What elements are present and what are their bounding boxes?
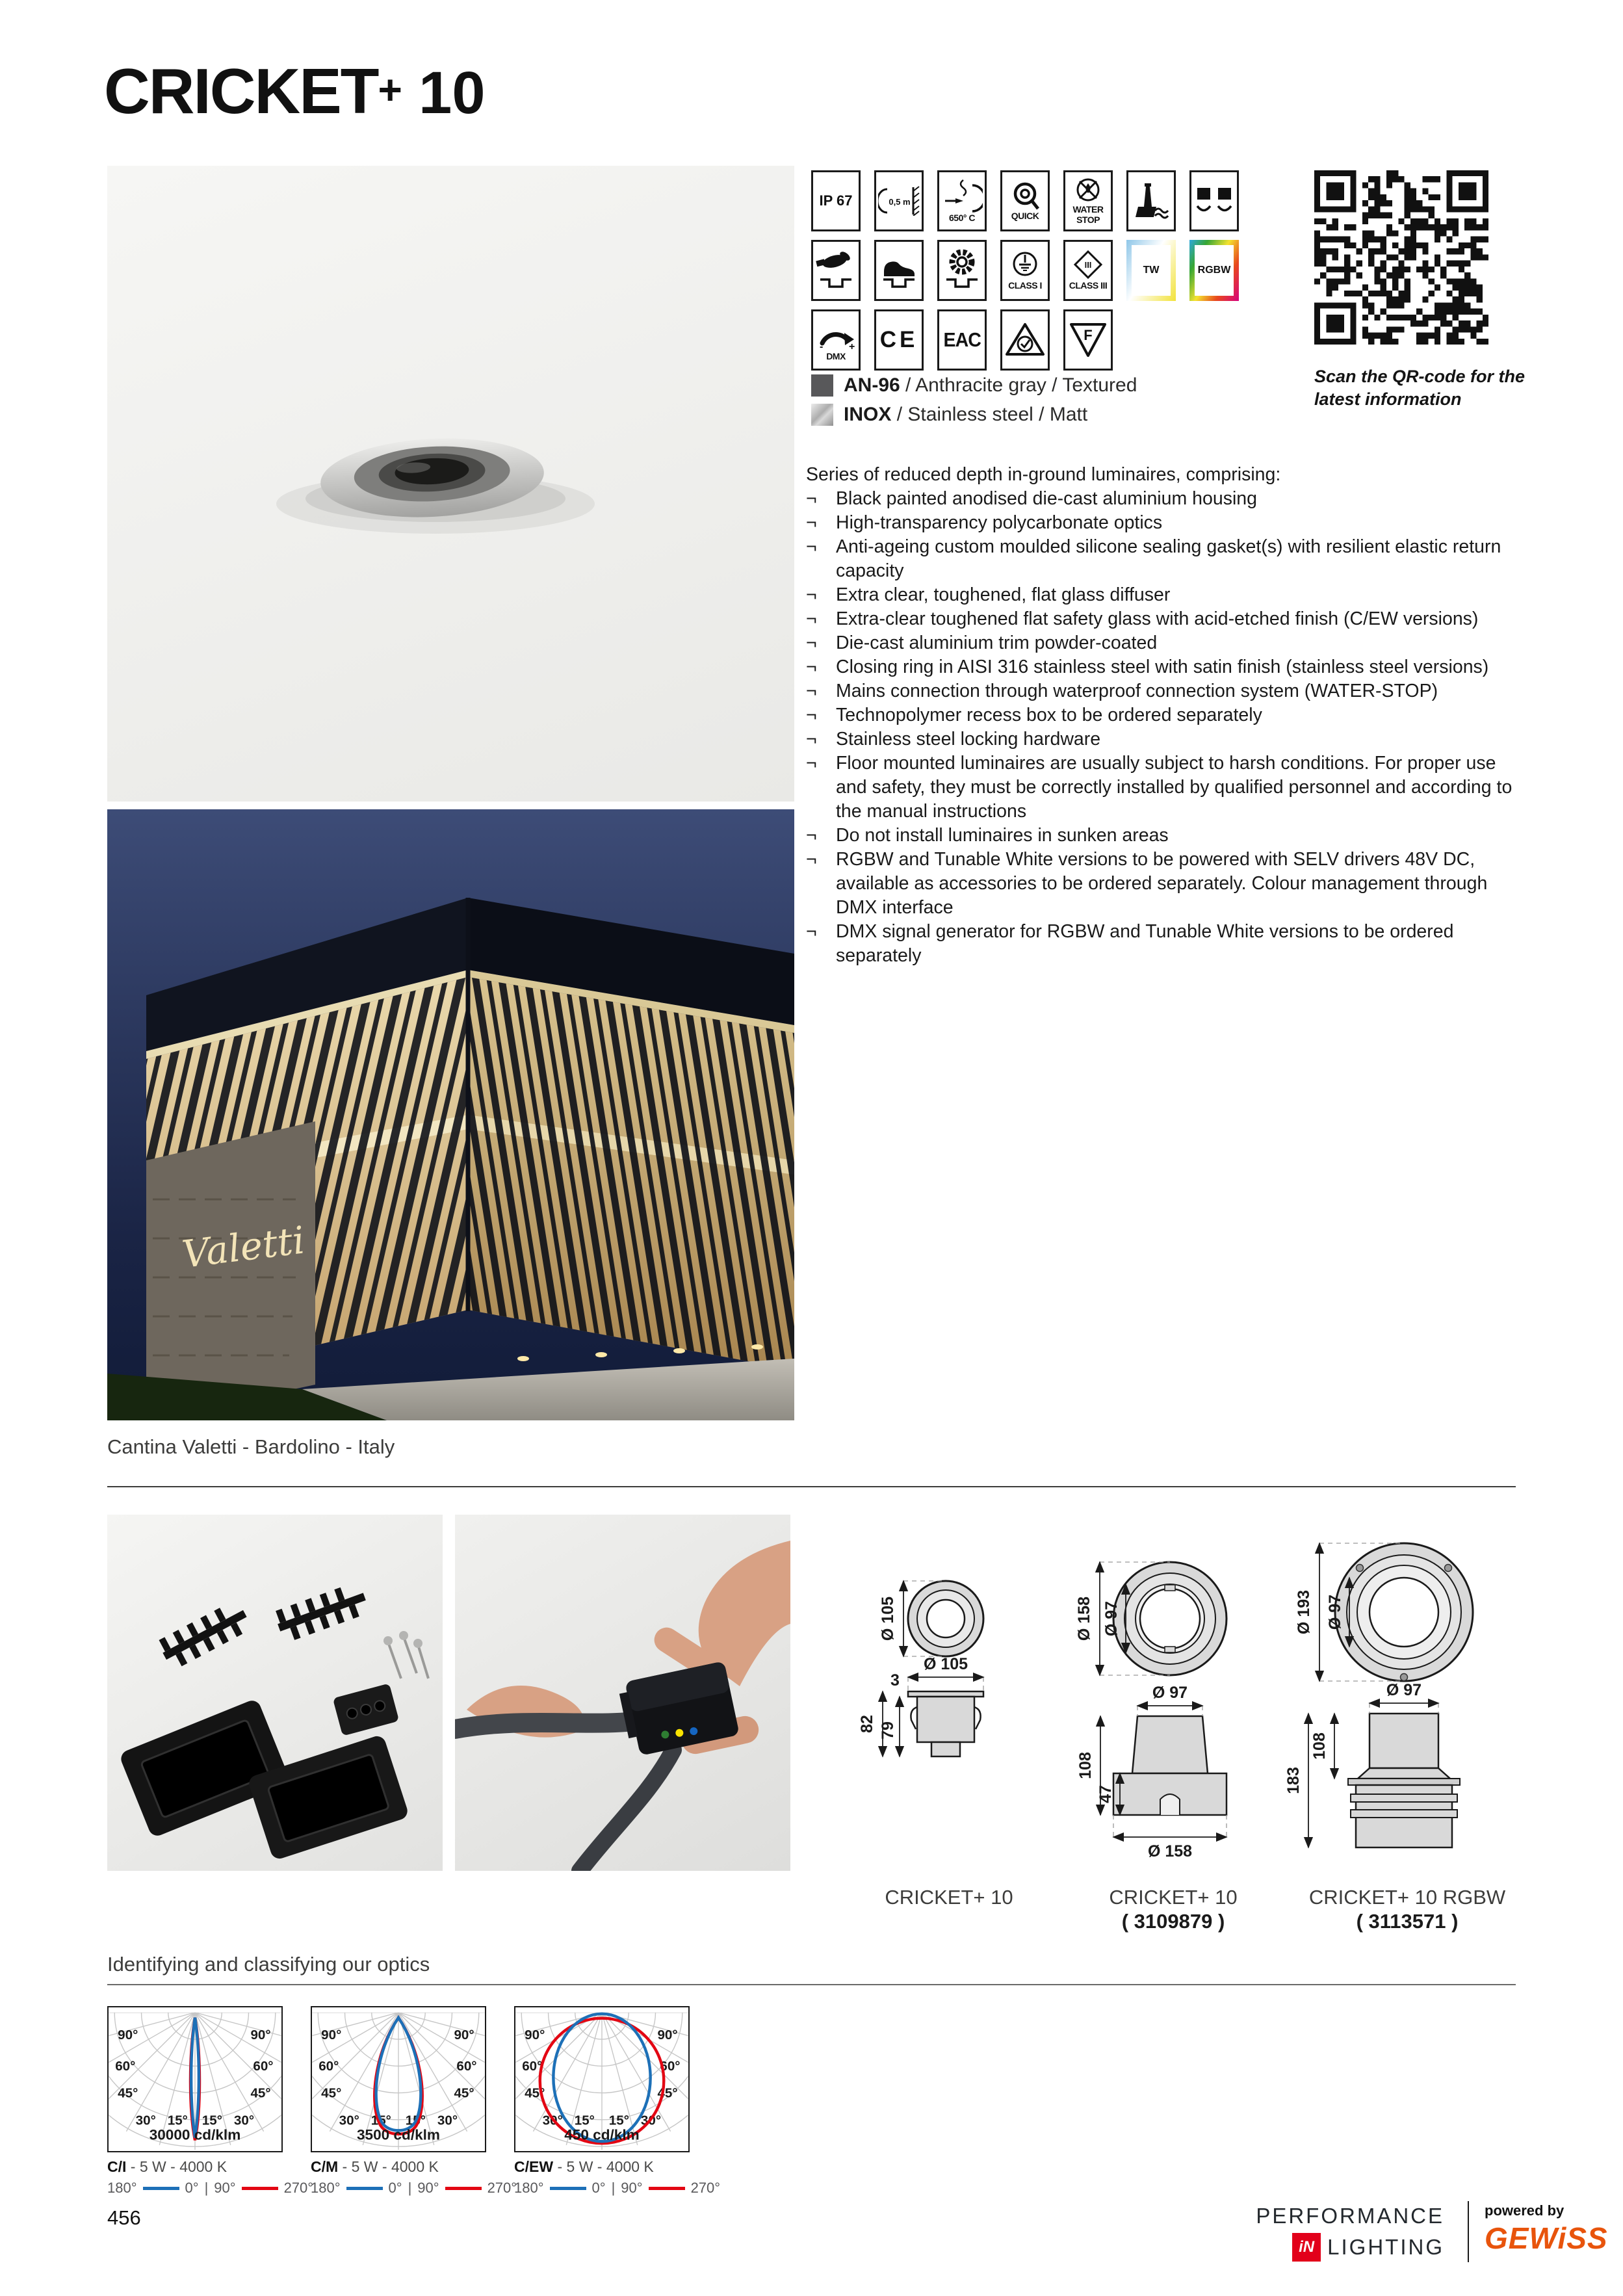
polar-diagram-cm	[311, 2006, 532, 2197]
variant-label-1: CRICKET+ 10	[885, 1886, 1013, 1909]
gewiss-logo: powered by GEWiSS	[1485, 2202, 1608, 2255]
svg-text:F: F	[1084, 327, 1093, 343]
svg-text:Ø 158: Ø 158	[1147, 1842, 1193, 1860]
feature-item: ¬ Stainless steel locking hardware	[806, 727, 1526, 751]
tunable-white-icon: TW	[1126, 240, 1176, 301]
svg-text:Ø 97: Ø 97	[1152, 1684, 1188, 1702]
ce-mark-icon: CE	[874, 309, 924, 371]
svg-text:+: +	[849, 341, 855, 351]
in-logo-box: iN	[1292, 2233, 1321, 2262]
rgbw-icon: RGBW	[1189, 240, 1239, 301]
bullet-marker: ¬	[806, 512, 817, 533]
svg-text:3500 cd/klm: 3500 cd/klm	[356, 2126, 441, 2143]
accessories-photo	[107, 1515, 443, 1871]
optics-divider	[107, 1984, 1516, 1985]
product-photo	[107, 166, 794, 802]
svg-text:-: -	[820, 341, 824, 351]
optics-heading: Identifying and classifying our optics	[107, 1953, 430, 1976]
svg-text:Ø 105: Ø 105	[879, 1596, 897, 1641]
qr-code	[1314, 170, 1488, 345]
building-night-image	[107, 809, 794, 1420]
dmx-dimming-icon: - + DMX	[811, 309, 861, 371]
color-swatch	[811, 404, 833, 426]
hand-pressure-icon	[811, 240, 861, 301]
feature-list	[806, 487, 1526, 968]
quick-connection-icon: QUICK	[1000, 170, 1050, 231]
svg-text:III: III	[1084, 260, 1092, 270]
qr-caption: Scan the QR-code for the latest information	[1314, 367, 1526, 409]
diagram-caption: C/I - 5 W - 4000 K	[107, 2158, 227, 2175]
glow-wire-icon: 650° C	[937, 170, 987, 231]
bullet-marker: ¬	[806, 849, 817, 870]
feature-item: ¬ Mains connection through waterproof connection system (WATER-STOP)	[806, 679, 1526, 703]
bullet-marker: ¬	[806, 921, 817, 942]
feature-item: ¬ Extra clear, toughened, flat glass diffuser	[806, 583, 1526, 607]
svg-text:3: 3	[890, 1671, 900, 1689]
feature-item: ¬ Black painted anodised die-cast aluminium housing	[806, 487, 1526, 511]
polar-diagram-cew	[514, 2006, 735, 2197]
svg-text:Ø 193: Ø 193	[1295, 1589, 1313, 1635]
min-distance-icon	[874, 170, 924, 231]
bullet-marker: ¬	[806, 584, 817, 605]
description-intro: Series of reduced depth in-ground luminaires, comprising:	[806, 464, 1281, 485]
waterstop-connector-image	[455, 1515, 790, 1871]
svg-text:79: 79	[879, 1721, 897, 1740]
reference-photo	[107, 809, 794, 1420]
class-i-icon: CLASS I	[1000, 240, 1050, 301]
svg-text:Ø 105: Ø 105	[923, 1655, 968, 1673]
bullet-marker: ¬	[806, 608, 817, 629]
diagram-legend: 180° 0° | 90° 270°	[514, 2180, 721, 2196]
certification-icon-grid	[811, 170, 1239, 371]
bullet-marker: ¬	[806, 753, 817, 774]
svg-text:Ø 158: Ø 158	[1075, 1596, 1093, 1641]
bullet-marker: ¬	[806, 488, 817, 509]
feature-item: ¬ Technopolymer recess box to be ordered separately	[806, 703, 1526, 727]
feature-item: ¬ Do not install luminaires in sunken areas	[806, 824, 1526, 848]
walkable-shoe-icon	[874, 240, 924, 301]
drive-over-tire-icon	[937, 240, 987, 301]
bullet-marker: ¬	[806, 729, 817, 750]
svg-text:183: 183	[1284, 1767, 1303, 1794]
svg-text:47: 47	[1097, 1785, 1115, 1803]
diagram-legend: 180° 0° | 90° 270°	[107, 2180, 314, 2196]
bullet-marker: ¬	[806, 705, 817, 725]
polar-diagram-ci	[107, 2006, 328, 2197]
bullet-marker: ¬	[806, 657, 817, 677]
feature-item: ¬ Floor mounted luminaires are usually subject to harsh conditions. For proper use and safety, they must be correctly installed by qualified personnel and according to the manual instructions	[806, 751, 1526, 824]
feature-item: ¬ RGBW and Tunable White versions to be powered with SELV drivers 48V DC, available as accessories to be ordered separately. Colour management through DMX interface	[806, 848, 1526, 920]
svg-text:Ø 97: Ø 97	[1386, 1681, 1422, 1699]
bullet-marker: ¬	[806, 536, 817, 557]
product-description	[806, 463, 1526, 968]
footer-divider	[1468, 2201, 1469, 2262]
coastal-areas-icon	[1126, 170, 1176, 231]
variant-label-2: CRICKET+ 10 ( 3109879 )	[1109, 1886, 1238, 1933]
f-mark-icon	[1063, 309, 1113, 371]
variant-label-3: CRICKET+ 10 RGBW ( 3113571 )	[1308, 1886, 1506, 1933]
dimension-drawings	[832, 1521, 1560, 1885]
svg-text:108: 108	[1076, 1752, 1095, 1779]
photo-caption: Cantina Valetti - Bardolino - Italy	[107, 1435, 395, 1458]
eac-mark-icon: EAC	[937, 309, 987, 371]
svg-text:0,5 m: 0,5 m	[889, 197, 911, 207]
ip67-icon: IP 67	[811, 170, 861, 231]
bullet-marker: ¬	[806, 633, 817, 653]
svg-text:Ø 97: Ø 97	[1102, 1600, 1121, 1637]
svg-text:82: 82	[858, 1715, 876, 1733]
svg-text:30000 cd/klm: 30000 cd/klm	[149, 2126, 241, 2143]
feature-item: ¬ Anti-ageing custom moulded silicone sealing gasket(s) with resilient elastic return capacity	[806, 535, 1526, 583]
page-number: 456	[107, 2206, 141, 2229]
feature-item: ¬ Extra-clear toughened flat safety glass with acid-etched finish (C/EW versions)	[806, 607, 1526, 631]
color-swatch	[811, 374, 833, 397]
diagram-caption: C/EW - 5 W - 4000 K	[514, 2158, 654, 2175]
page-title: CRICKET+ 10	[104, 55, 486, 127]
feature-item: ¬ Closing ring in AISI 316 stainless steel with satin finish (stainless steel versions)	[806, 655, 1526, 679]
in-ground-installation-icon	[1189, 170, 1239, 231]
bullet-marker: ¬	[806, 825, 817, 846]
divider	[107, 1486, 1516, 1487]
svg-text:Ø 97: Ø 97	[1326, 1594, 1344, 1630]
feature-item: ¬ High-transparency polycarbonate optics	[806, 511, 1526, 535]
finish-row: AN-96 / Anthracite gray / Textured	[811, 374, 1137, 397]
feature-item: ¬ DMX signal generator for RGBW and Tunable White versions to be ordered separately	[806, 920, 1526, 968]
recess-box-parts-image	[107, 1515, 443, 1871]
finish-row: INOX / Stainless steel / Matt	[811, 404, 1137, 426]
building-sign-text: Valetti	[179, 1218, 307, 1277]
class-iii-icon: III CLASS III	[1063, 240, 1113, 301]
diagram-caption: C/M - 5 W - 4000 K	[311, 2158, 439, 2175]
performance-in-lighting-logo: PERFORMANCE iN LIGHTING	[1210, 2204, 1444, 2262]
water-stop-icon: WATER STOP	[1063, 170, 1113, 231]
inground-luminaire-image	[107, 166, 794, 802]
bullet-marker: ¬	[806, 681, 817, 701]
installation-photo	[455, 1515, 790, 1871]
diagram-legend: 180° 0° | 90° 270°	[311, 2180, 517, 2196]
finish-list	[811, 374, 1137, 426]
svg-text:108: 108	[1310, 1732, 1329, 1760]
feature-item: ¬ Die-cast aluminium trim powder-coated	[806, 631, 1526, 655]
rcm-mark-icon	[1000, 309, 1050, 371]
svg-text:450 cd/klm: 450 cd/klm	[564, 2126, 640, 2143]
